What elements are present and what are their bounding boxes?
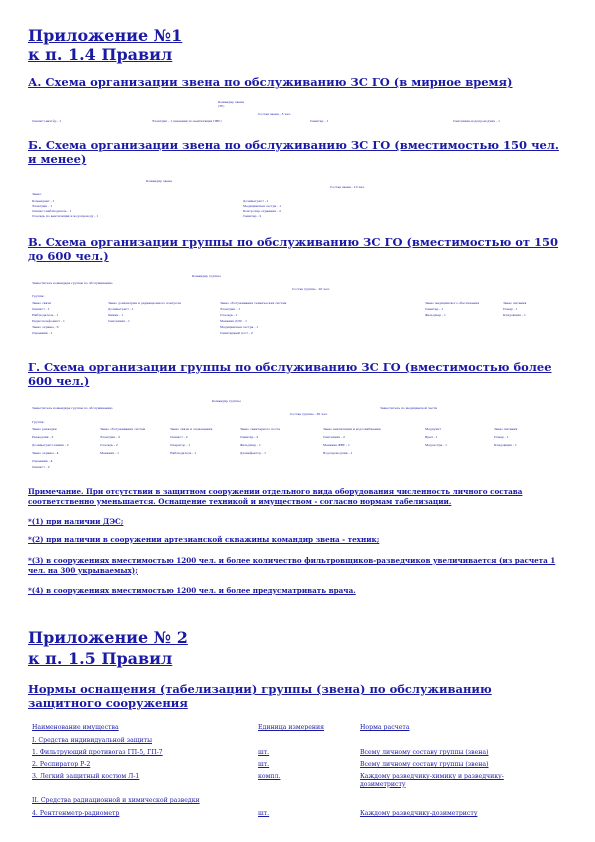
section-g-col7: Звено питания <box>494 427 518 431</box>
table-row-norm: Всему личному составу группы (звена) <box>360 761 489 768</box>
section-g-deputy-right: Заместитель по медицинской части <box>380 406 438 410</box>
table-row-norm: Каждому разведчику-химику и разведчику-дозиметристу <box>360 773 504 788</box>
section-v-col2: Химик - 1 <box>108 313 124 317</box>
section-g-col5: Водопроводчик - 1 <box>323 451 353 455</box>
section-v-deputy: Заместитель командира группы по обслуживанию <box>32 281 113 285</box>
section-v-col1: Связист - 1 <box>32 307 50 311</box>
section-g-col4: Фельдшер - 1 <box>240 443 261 447</box>
table-row-norm: Каждому разведчику-дозиметристу <box>360 810 478 817</box>
section-g-team: Состав группы - 30 чел. <box>290 412 328 416</box>
table-section-2: II. Средства радиационной и химической разведки <box>32 797 200 804</box>
section-b-right-item: Контролёр-охранник - 2 <box>243 209 282 213</box>
section-g-deputy-left: Заместитель командира группы по обслуживанию <box>32 406 113 410</box>
section-g-col2: Слесарь - 2 <box>100 443 118 447</box>
section-v-col2: Дозиметрист - 1 <box>108 307 134 311</box>
appendix2-title-line1: Приложение № 2 <box>28 628 188 647</box>
section-g-boss: Командир группы <box>212 399 241 403</box>
section-b-boss: Командир звена <box>146 179 172 183</box>
section-b-title: Б. Схема организации звена по обслуживанию ЗС ГО (вместимостью 150 чел. и менее) <box>28 138 559 166</box>
table-section-1: I. Средства индивидуальной защиты <box>32 737 153 744</box>
section-b-right-item: Санитар - 2 <box>243 214 262 218</box>
section-a-item: Электрик - 1 (механик по вентиляции ПВС) <box>152 119 222 123</box>
section-g-col7: Повар - 1 <box>494 435 509 439</box>
section-b-right-item: Медицинская сестра - 1 <box>243 204 282 208</box>
section-v-col3: Электрик - 1 <box>220 307 241 311</box>
section-g-col6: Медпункт <box>425 427 441 431</box>
section-v-col2: Сантехник - 1 <box>108 319 130 323</box>
table-row-unit: шт. <box>258 761 270 768</box>
table-row-unit: шт. <box>258 810 270 817</box>
note-2: *(2) при наличии в сооружении артезианской скважины командир звена - техник; <box>28 535 380 544</box>
section-b-left-item: Электрик - 1 <box>32 204 53 208</box>
section-v-col3: Санитарный пост - 2 <box>220 331 253 335</box>
table-row-unit: шт. <box>258 749 270 756</box>
section-g-col2: Механик - 1 <box>100 451 120 455</box>
section-v-col3: Механик ДЭС - 1 <box>220 319 248 323</box>
section-g-col3: Оператор - 1 <box>170 443 191 447</box>
section-a-team: Состав звена - 5 чел. <box>258 112 292 116</box>
section-g-col5: Звено вентиляции и водоснабжения <box>323 427 381 431</box>
section-g-col3: Связист - 2 <box>170 435 188 439</box>
section-v-team: Состав группы - 20 чел. <box>292 287 330 291</box>
section-g-col2: Электрик - 2 <box>100 435 121 439</box>
section-g-col4: Санитар - 2 <box>240 435 259 439</box>
section-a-boss-sub: (ЗУ) <box>218 104 225 108</box>
section-v-boss: Командир группы <box>192 274 221 278</box>
section-v-group: Группа: <box>32 294 45 298</box>
section-v-col5: Повар - 1 <box>503 307 518 311</box>
section-g-col4: Дезинфектор - 1 <box>240 451 267 455</box>
section-v-col5: Кладовщик - 1 <box>503 313 526 317</box>
section-a-title: А. Схема организации звена по обслуживанию ЗС ГО (в мирное время) <box>28 75 513 89</box>
table-row-unit: компл. <box>258 773 281 780</box>
section-v-col1: Наблюдатель - 1 <box>32 313 59 317</box>
note-4: *(4) в сооружениях вместимостью 1200 чел. и более предусматривать врача. <box>28 586 356 595</box>
section-a-item: Санитар - 1 <box>310 119 329 123</box>
section-v-col1: Радиотелефонист - 1 <box>32 319 65 323</box>
section-g-title: Г. Схема организации группы по обслуживанию ЗС ГО (вместимостью более 600 чел.) <box>28 360 552 388</box>
section-g-col1: Охранник - 4 <box>32 459 53 463</box>
section-v-col4: Звено медицинского обеспечения <box>425 301 480 305</box>
section-b-team: Состав звена - 10 чел. <box>330 185 366 189</box>
section-a-item: Связист-вахтёр - 1 <box>32 119 62 123</box>
section-b-composition: Звено: <box>32 192 43 196</box>
table-row-name: 4. Рентгенметр-радиометр <box>32 810 120 817</box>
section-g-col1: Разведчик - 2 <box>32 435 54 439</box>
section-v-col4: Фельдшер - 1 <box>425 313 446 317</box>
section-v-col3: Медицинская сестра - 1 <box>220 325 259 329</box>
section-g-col7: Кладовщик - 1 <box>494 443 517 447</box>
section-b-right-item: Дозиметрист - 1 <box>243 199 269 203</box>
appendix2-title-line2: к п. 1.5 Правил <box>28 649 173 668</box>
note-1: *(1) при наличии ДЭС; <box>28 517 124 526</box>
note-3: *(3) в сооружениях вместимостью 1200 чел. и более количество фильтровщиков-разведчиков увеличивается (из расчета 1 чел. на 300 укрываемых); <box>28 556 556 575</box>
section-b-left-item: Связист-наблюдатель - 1 <box>32 209 72 213</box>
section-g-group: Группа: <box>32 420 45 424</box>
section-a-item: Сантехник-водопроводчик - 1 <box>453 119 501 123</box>
section-g-col5: Сантехник - 2 <box>323 435 345 439</box>
section-v-col2: Звено дозиметрии и радиационного контроля <box>108 301 182 305</box>
section-g-col1: Звено разведки <box>32 427 57 431</box>
appendix1-title-line1: Приложение №1 <box>28 26 183 45</box>
section-g-col6: Медсестра - 1 <box>425 443 448 447</box>
table-row-name: 1. Фильтрующий противогаз ГП-5, ГП-7 <box>32 749 163 756</box>
table-row-name: 2. Респиратор Р-2 <box>32 761 91 768</box>
section-v-title: В. Схема организации группы по обслуживанию ЗС ГО (вместимостью от 150 до 600 чел.) <box>28 235 559 263</box>
section-g-col2: Звено обслуживания систем <box>100 427 146 431</box>
section-b-left-item: Комендант - 1 <box>32 199 55 203</box>
table-header-name: Наименование имущества <box>32 724 119 731</box>
section-g-col3: Наблюдатель - 1 <box>170 451 197 455</box>
table-row-name: 3. Легкий защитный костюм Л-1 <box>32 773 140 780</box>
section-g-col1: Связист - 2 <box>32 465 50 469</box>
section-g-col6: Врач - 1 <box>425 435 438 439</box>
section-v-col1: Охранник - 1 <box>32 331 53 335</box>
section-v-col1: Звено связи <box>32 301 51 305</box>
table-row-norm: Всему личному составу группы (звена) <box>360 749 489 756</box>
appendix2-subtitle: Нормы оснащения (табелизации) группы (звена) по обслуживанию защитного сооружения <box>28 682 492 710</box>
section-v-col3: Слесарь - 1 <box>220 313 238 317</box>
section-g-col5: Механик ФВУ - 1 <box>323 443 350 447</box>
section-g-col3: Звено связи и оповещения <box>170 427 213 431</box>
section-v-col5: Звено питания <box>503 301 527 305</box>
appendix1-title-line2: к п. 1.4 Правил <box>28 45 173 64</box>
section-v-col3: Звено обслуживания технических систем <box>220 301 287 305</box>
table-header-unit: Единица измерения <box>258 724 325 731</box>
section-g-col1: Звено охраны - 4 <box>32 451 59 455</box>
section-b-left-item: Слесарь по вентиляции и водопроводу - 1 <box>32 214 99 218</box>
table-header-norm: Норма расчета <box>360 724 410 731</box>
section-v-col4: Санитар - 1 <box>425 307 444 311</box>
section-g-col4: Звено санитарного поста <box>240 427 281 431</box>
section-g-col1: Дозиметрист-химик - 2 <box>32 443 69 447</box>
section-v-col1: Звено охраны - 6 <box>32 325 59 329</box>
section-a-boss: Командир звена <box>218 100 244 104</box>
note-main: Примечание. При отсутствии в защитном сооружении отдельного вида оборудования численность личного состава соответственно уменьшается. Оснащение техникой и имуществом - согласно нормам табелизации. <box>28 487 523 506</box>
